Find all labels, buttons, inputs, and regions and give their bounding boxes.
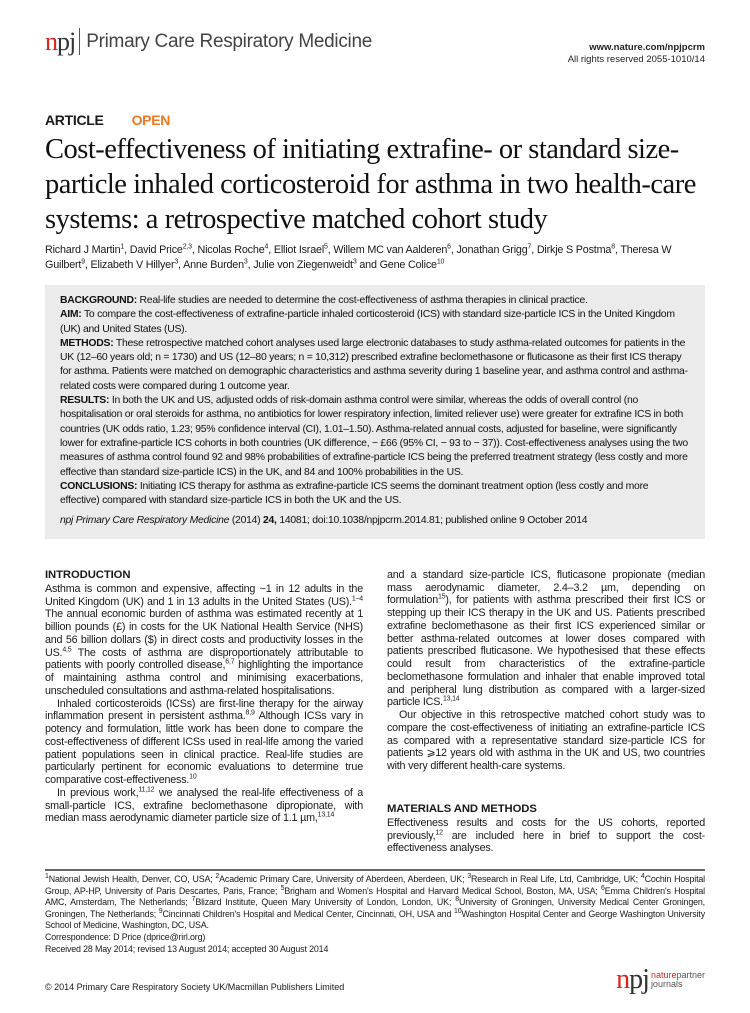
body-paragraph (45, 698, 363, 787)
reference-superscript: 5 (280, 884, 285, 892)
text-run: we analysed the real-life effectiveness of a small-particle ICS, extrafine beclomethasone dipropionate, with median mass aerodynamic diameter particle size of 1.1 µm, (45, 786, 363, 825)
text-run: ), for patients with asthma prescribed their first ICS or stepping up their ICS therapy in the UK and US. Patients prescribed extrafine beclomethasone as their first ICS experienced similar or better asthma-related outcomes at lower doses compared with patients prescribed fluticasone. We hypothesised that these effects could result from characteristics of the extrafine-particle beclomethasone formulation and inhaler that enable improved total and peripheral lung distribution as compared with a larger-sized particle ICS. (387, 594, 705, 709)
text-run: Effectiveness results and costs for the US cohorts, reported previously, (387, 816, 705, 842)
reference-superscript: 13,14 (317, 811, 335, 819)
journal-url[interactable]: www.nature.com/npjpcrm (589, 42, 705, 53)
open-access-badge: OPEN (131, 112, 171, 128)
text-run: Cochin Hospital Group, AP-HP, University of Paris Descartes, Paris, France; (45, 874, 705, 896)
author (253, 259, 356, 271)
journal-logo (45, 28, 372, 55)
footnote-divider (45, 869, 705, 871)
citation-line (60, 514, 690, 528)
citation-year: (2014) (229, 515, 263, 527)
abstract-section (60, 308, 690, 337)
article-title: Cost-effectiveness of initiating extrafine- or standard size-particle inhaled corticosteroid for asthma in two health-care systems: a retrospective matched cohort study (45, 134, 696, 235)
author (91, 259, 179, 271)
text-run: Blizard Institute, Queen Mary University of London, London, UK; (195, 897, 456, 908)
author (183, 259, 248, 271)
citation-details: 14081; doi:10.1038/npjpcrm.2014.81; published online 9 October 2014 (276, 515, 588, 527)
author-name: Julie von Ziegenweidt (253, 259, 353, 271)
reference-superscript: 9 (158, 907, 163, 915)
body-columns (45, 569, 705, 855)
reference-superscript: 4 (640, 873, 645, 881)
methods-paragraph (387, 817, 705, 855)
affiliation-superscript: 5 (324, 243, 328, 251)
left-column-text (45, 583, 363, 825)
npj-logo: npj (45, 26, 76, 56)
affiliation-superscript: 10 (436, 258, 445, 266)
partner-text (651, 971, 705, 989)
author-conjunction: and (359, 259, 377, 271)
correspondence: Correspondence: D Price (dprice@rirl.org) (45, 931, 206, 942)
text-run: are included here in brief to support the cost-effectiveness analyses. (387, 829, 705, 855)
abstract-text: These retrospective matched cohort analyses used large electronic databases to study asthma-related outcomes for patients in the UK (12–60 years old; n = 1730) and US (12–80 years; n = 10,312) prescribed extrafine beclomethasone or fluticasone as their first ICS therapy for asthma. Patients were matched on demographic characteristics and asthma severity during 1 baseline year, and asthma control and asthma-related costs were compared during 1 outcome year. (60, 337, 688, 392)
author (130, 244, 192, 256)
copyright: © 2014 Primary Care Respiratory Society UK/Macmillan Publishers Limited (45, 982, 345, 993)
reference-superscript: 1–4 (351, 594, 363, 602)
abstract-label: CONCLUSIONS: (60, 480, 138, 492)
author-name: Nicolas Roche (197, 244, 265, 256)
text-run: Academic Primary Care, University of Aberdeen, Aberdeen, UK; (219, 874, 468, 884)
right-column (387, 569, 705, 855)
abstract-label: METHODS: (60, 337, 114, 349)
text-run: In previous work, (57, 786, 139, 799)
affiliation-superscript: 1 (120, 243, 125, 251)
citation-journal: npj Primary Care Respiratory Medicine (60, 515, 230, 527)
logo-divider (79, 28, 80, 55)
abstract-section (60, 294, 690, 308)
methods-heading: MATERIALS AND METHODS (387, 802, 537, 815)
reference-superscript: 12 (435, 828, 443, 836)
journal-name: Primary Care Respiratory Medicine (86, 30, 372, 52)
reference-superscript: 15 (437, 593, 446, 601)
reference-superscript: 8,9 (245, 709, 255, 717)
text-run: The annual economic burden of asthma was estimated recently at 1 billion pounds (£) in costs for the UK National Health Service (NHS) and 56 billion dollars ($) in direct costs and productivity losses in the US. (45, 608, 363, 659)
affiliation-superscript: 3 (243, 258, 248, 266)
article-kicker (45, 112, 705, 128)
affiliation-superscript: 3 (174, 258, 179, 266)
author (197, 244, 268, 256)
abstract-section (60, 337, 690, 394)
header-right (568, 42, 705, 66)
reference-superscript: 11,12 (138, 786, 155, 794)
text-run: Brigham and Women's Hospital and Harvard Medical School, Boston, MA, USA; (284, 885, 601, 896)
author-list: Richard J Martin$^1$, David Price$^{2,3}$, Nicolas Roche$^4$, Elliot Israel$^5$, Willem MC van Aalderen$^6$, Jonathan Grigg$^7$, Dirkje S Postma$^8$, Theresa W Guilbert$^9$, Elizabeth V Hillyer$^3$, Anne Burden$^3$, Julie von Ziegenweidt$^3$ and Gene Colice$^{10}$ (45, 243, 672, 271)
abstract-text: To compare the cost-effectiveness of extrafine-particle inhaled corticosteroid (ICS) with standard size-particle ICS in the United Kingdom (UK) and United States (US). (60, 309, 675, 335)
text-run: The costs of asthma are disproportionately attributable to patients with poorly controlled disease, (45, 646, 363, 672)
received-dates: Received 28 May 2014; revised 13 August 2014; accepted 30 August 2014 (45, 943, 329, 954)
author-name: Theresa W Guilbert (45, 244, 672, 271)
text-run: Cincinnati Children's Hospital and Medical Center, Cincinnati, OH, USA and (162, 908, 454, 919)
author-name: Gene Colice (379, 259, 437, 271)
reference-superscript: 8 (455, 896, 459, 904)
affiliation-superscript: 8 (611, 243, 615, 251)
text-run: Inhaled corticosteroids (ICSs) are first-line therapy for the airway inflammation present in persistent asthma. (45, 697, 363, 723)
author-name: Anne Burden (183, 259, 244, 271)
page-footer (45, 964, 705, 996)
reference-superscript: 2 (215, 873, 220, 881)
abstract-box (45, 285, 705, 539)
partner-word: partner (676, 970, 705, 981)
introduction-heading: INTRODUCTION (45, 568, 131, 581)
reference-superscript: 6,7 (225, 658, 235, 666)
reference-superscript: 3 (467, 873, 471, 881)
author-name: Willem MC van Aalderen (333, 244, 448, 256)
abstract-text: In both the UK and US, adjusted odds of risk-domain asthma control were similar, whereas the odds of overall control (no hospitalisation or oral steroids for asthma, no antibiotics for lower respiratory infection, limited reliever use) were greater for extrafine ICS in both countries (UK odds ratio, 1.23; 95% confidence interval (CI), 1.01–1.50). Asthma-related annual costs, adjusted for baseline, were significantly lower for extrafine-particle ICS cohorts in both countries (UK difference, − £66 (95% CI, − 93 to − 37)). Cost-effectiveness analyses using the two measures of asthma control found 92 and 98% probabilities of extrafine-particle ICS being the preferred treatment strategy (less costly and more effective than standard size-particle ICS) in the UK, and 84 and 100% probabilities in the US. (60, 395, 688, 478)
author-name: David Price (129, 244, 183, 256)
affiliation-superscript: 2,3 (182, 243, 192, 251)
reference-superscript: 6 (601, 884, 605, 892)
abstract-section (60, 480, 690, 509)
partner-npj-logo: npj (616, 964, 649, 996)
author (333, 244, 451, 256)
text-run: Our objective in this retrospective matched cohort study was to compare the cost-effectiveness of initiating an extrafine-particle ICS as compared with a representative standard size-particle ICS for patients ⩾12 years old with asthma in the UK and US, two countries with very different health-care systems. (387, 709, 705, 772)
text-run: Washington Hospital Center and George Washington University School of Medicine, Washington, DC, USA. (45, 908, 705, 931)
abstract-section (60, 394, 690, 480)
citation-volume: 24, (263, 515, 277, 527)
abstract-text: Real-life studies are needed to determine the cost-effectiveness of asthma therapies in clinical practice. (136, 295, 588, 306)
author-name: Dirkje S Postma (536, 244, 612, 256)
author-name: Richard J Martin (45, 244, 121, 256)
author-name: Jonathan Grigg (456, 244, 528, 256)
rights-text: All rights reserved 2055-1010/14 (567, 54, 705, 65)
text-run: University of Groningen, University Medical Center Groningen, Groningen, The Netherlands; (45, 897, 705, 919)
abstract-sections (60, 294, 690, 508)
reference-superscript: 1 (45, 873, 49, 881)
author (274, 244, 328, 256)
affiliation-superscript: 7 (527, 243, 532, 251)
body-paragraph (45, 787, 363, 825)
text-run: Research in Real Life, Ltd, Cambridge, UK; (470, 874, 641, 884)
text-run: Although ICSs vary in potency and formulation, little work has been done to compare the cost-effectiveness of different ICSs used in real-life among the varied patient populations seen in clinical practice. Real-life studies are particularly pertinent for economic evaluations to determine true comparative cost-effectiveness. (45, 710, 363, 786)
author (380, 259, 445, 271)
author-name: Elliot Israel (273, 244, 325, 256)
reference-superscript: 13,14 (442, 695, 460, 703)
author (45, 244, 124, 256)
author (456, 244, 531, 256)
text-run: and a standard size-particle ICS, fluticasone propionate (median mass aerodynamic diameter, 2.4–3.2 µm, depending on formulation (387, 568, 705, 607)
reference-superscript: 10 (453, 907, 462, 915)
reference-superscript: 4,5 (62, 645, 72, 653)
partner-journals: journals (650, 979, 683, 990)
footnotes (45, 874, 705, 955)
text-run: highlighting the importance of maintaining asthma control and minimising exacerbations, unscheduled consultations and asthma-related hospitalisations. (45, 659, 363, 697)
body-paragraph (387, 709, 705, 773)
affiliation-superscript: 9 (81, 258, 85, 266)
npj-partner-logo (616, 964, 705, 996)
text-run: Emma Children's Hospital AMC, Amsterdam, The Netherlands; (45, 885, 705, 908)
body-paragraph (45, 583, 363, 698)
article-type: ARTICLE (45, 112, 104, 128)
text-run: National Jewish Health, Denver, CO, USA; (48, 874, 216, 884)
reference-superscript: 7 (191, 896, 196, 904)
affiliations (45, 874, 705, 932)
page-header (45, 28, 705, 66)
abstract-label: RESULTS: (60, 395, 110, 407)
right-column-text (387, 569, 705, 773)
abstract-text: Initiating ICS therapy for asthma as extrafine-particle ICS seems the dominant treatment option (less costly and more effective) compared with standard size-particle ICS in both the UK and the US. (60, 480, 649, 507)
reference-superscript: 10 (189, 773, 197, 781)
partner-nature: nature (650, 970, 677, 981)
abstract-label: AIM: (60, 309, 82, 321)
affiliation-superscript: 6 (447, 243, 451, 251)
affiliation-superscript: 3 (352, 258, 357, 266)
affiliation-superscript: 4 (264, 243, 269, 251)
abstract-label: BACKGROUND: (60, 295, 137, 306)
left-column (45, 569, 363, 855)
author-name: Elizabeth V Hillyer (90, 259, 175, 271)
body-paragraph (387, 569, 705, 709)
text-run: Asthma is common and expensive, affecting ~1 in 12 adults in the United Kingdom (UK) and 1 in 13 adults in the United States (US). (45, 582, 363, 608)
author (537, 244, 615, 256)
